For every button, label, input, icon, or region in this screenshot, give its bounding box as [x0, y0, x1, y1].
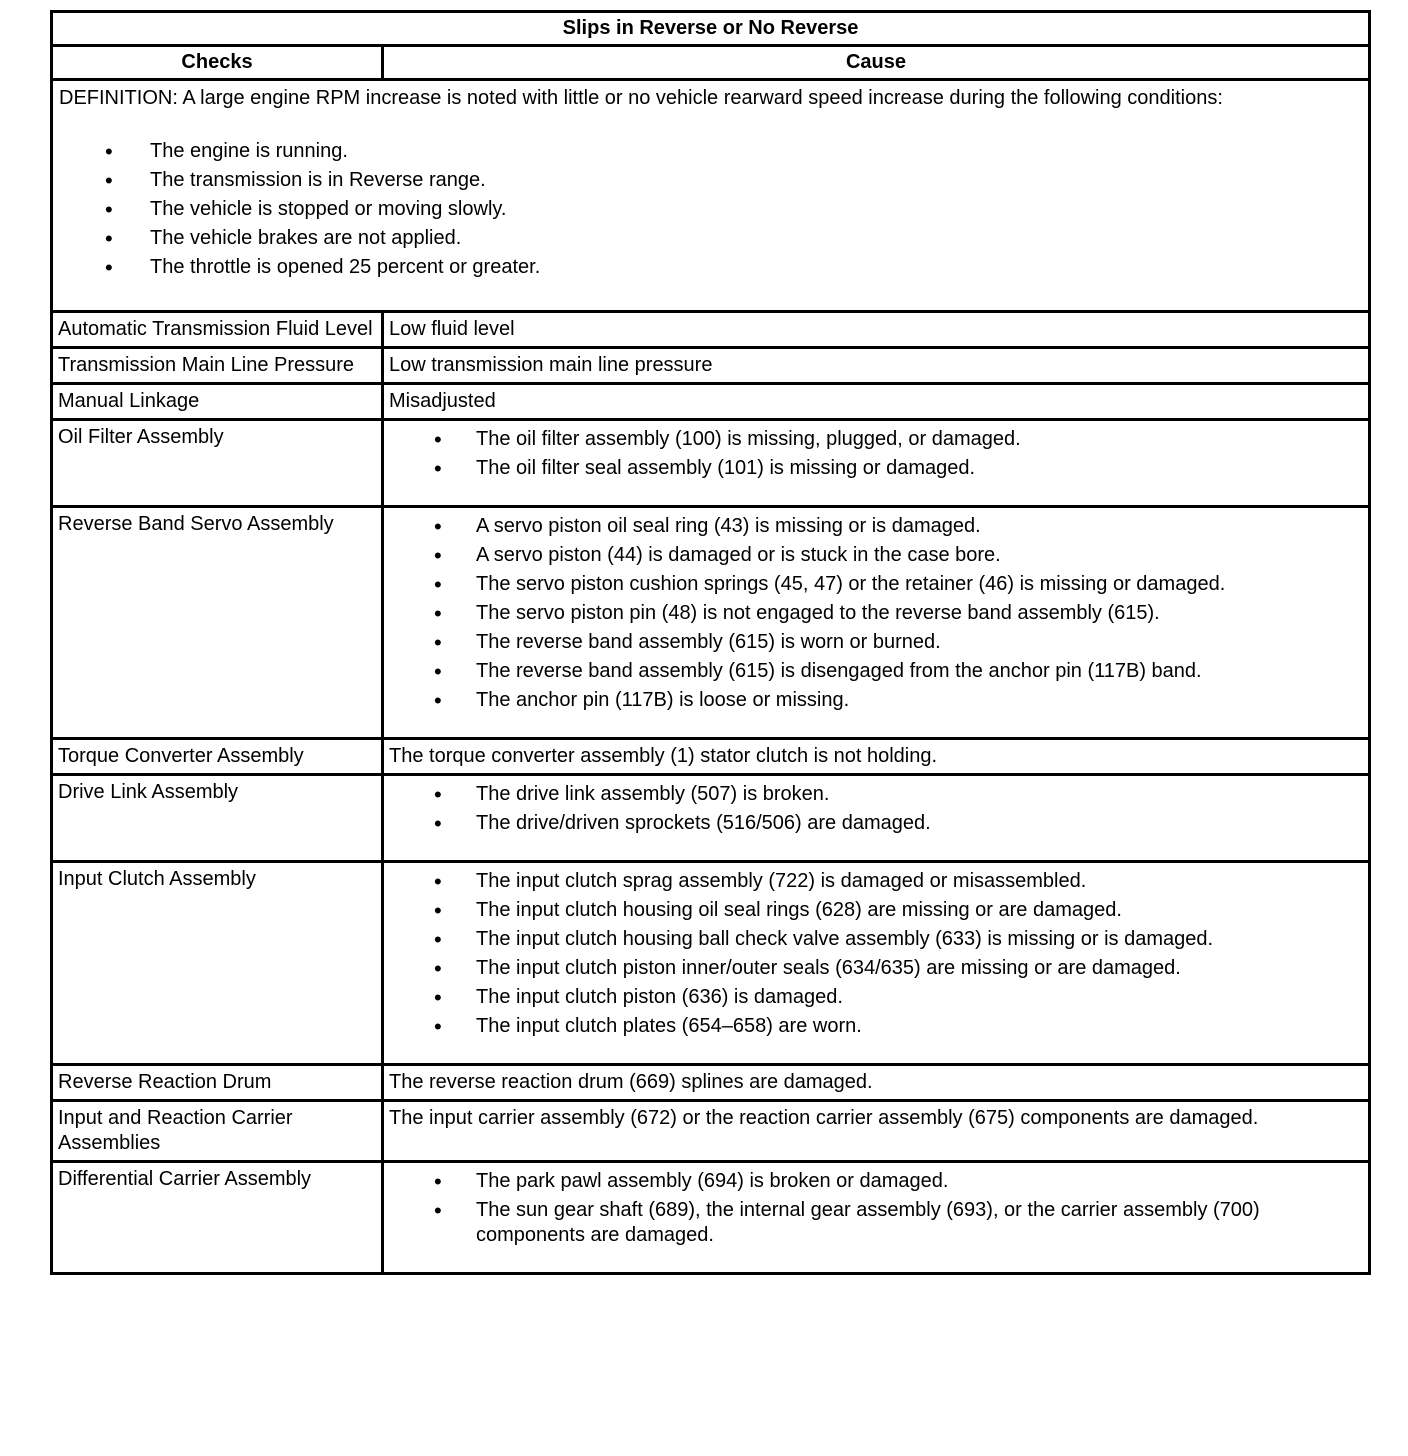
cause-item: • The input clutch sprag assembly (722) is damaged or misassembled. — [389, 869, 1363, 894]
table-row — [52, 420, 1370, 507]
table-row — [52, 312, 1370, 348]
condition-item: • The vehicle is stopped or moving slowly. — [59, 195, 1362, 224]
table-row — [52, 1101, 1370, 1162]
cause-item: • A servo piston oil seal ring (43) is missing or is damaged. — [389, 514, 1363, 539]
table-row — [52, 507, 1370, 739]
cause-cell — [383, 420, 1370, 507]
check-cell: Oil Filter Assembly — [52, 420, 383, 507]
cause-item: • The input clutch plates (654–658) are worn. — [389, 1014, 1363, 1039]
cause-list — [389, 867, 1363, 1039]
cause-cell: Low transmission main line pressure — [383, 348, 1370, 384]
cause-cell: The reverse reaction drum (669) splines are damaged. — [383, 1065, 1370, 1101]
cause-item: • The reverse band assembly (615) is worn or burned. — [389, 630, 1363, 655]
check-cell: Drive Link Assembly — [52, 775, 383, 862]
table-row — [52, 775, 1370, 862]
table-row — [52, 1065, 1370, 1101]
check-cell: Reverse Band Servo Assembly — [52, 507, 383, 739]
table-row — [52, 1162, 1370, 1274]
definition-cell — [52, 80, 1370, 312]
cause-item: • The park pawl assembly (694) is broken or damaged. — [389, 1169, 1363, 1194]
check-cell: Differential Carrier Assembly — [52, 1162, 383, 1274]
definition-text: DEFINITION: A large engine RPM increase is noted with little or no vehicle rearward speed increase during the following conditions: — [59, 87, 1223, 109]
cause-cell — [383, 1162, 1370, 1274]
cause-cell — [383, 775, 1370, 862]
check-cell: Manual Linkage — [52, 384, 383, 420]
cause-list — [389, 425, 1363, 481]
condition-item: • The vehicle brakes are not applied. — [59, 224, 1362, 253]
cause-list — [389, 780, 1363, 836]
cause-item: • A servo piston (44) is damaged or is stuck in the case bore. — [389, 543, 1363, 568]
cause-cell: Low fluid level — [383, 312, 1370, 348]
check-cell: Transmission Main Line Pressure — [52, 348, 383, 384]
check-cell: Input Clutch Assembly — [52, 862, 383, 1065]
condition-item: • The transmission is in Reverse range. — [59, 166, 1362, 195]
cause-item: • The input clutch piston (636) is damaged. — [389, 985, 1363, 1010]
table-title: Slips in Reverse or No Reverse — [52, 12, 1370, 46]
cause-item: • The oil filter seal assembly (101) is missing or damaged. — [389, 456, 1363, 481]
cause-item: • The oil filter assembly (100) is missing, plugged, or damaged. — [389, 427, 1363, 452]
table-row — [52, 862, 1370, 1065]
cause-list — [389, 1167, 1363, 1248]
check-cell: Reverse Reaction Drum — [52, 1065, 383, 1101]
check-cell: Automatic Transmission Fluid Level — [52, 312, 383, 348]
cause-item: • The input clutch housing oil seal rings (628) are missing or are damaged. — [389, 898, 1363, 923]
diagnostic-table — [50, 10, 1371, 1275]
cause-list — [389, 512, 1363, 713]
table-row — [52, 384, 1370, 420]
cause-item: • The input clutch piston inner/outer seals (634/635) are missing or are damaged. — [389, 956, 1363, 981]
checks-column-header: Checks — [52, 46, 383, 80]
cause-cell: Misadjusted — [383, 384, 1370, 420]
cause-item: • The drive link assembly (507) is broken. — [389, 782, 1363, 807]
cause-column-header: Cause — [383, 46, 1370, 80]
cause-cell: The torque converter assembly (1) stator clutch is not holding. — [383, 739, 1370, 775]
check-cell: Input and Reaction Carrier Assemblies — [52, 1101, 383, 1162]
cause-cell: The input carrier assembly (672) or the reaction carrier assembly (675) components are damaged. — [383, 1101, 1370, 1162]
cause-item: • The servo piston pin (48) is not engaged to the reverse band assembly (615). — [389, 601, 1363, 626]
cause-item: • The anchor pin (117B) is loose or missing. — [389, 688, 1363, 713]
condition-item: • The engine is running. — [59, 137, 1362, 166]
table-row — [52, 348, 1370, 384]
cause-item: • The reverse band assembly (615) is disengaged from the anchor pin (117B) band. — [389, 659, 1363, 684]
cause-cell — [383, 862, 1370, 1065]
cause-item: • The servo piston cushion springs (45, 47) or the retainer (46) is missing or damaged. — [389, 572, 1363, 597]
condition-item: • The throttle is opened 25 percent or greater. — [59, 253, 1362, 282]
diagnostic-table-document — [50, 10, 1368, 1275]
cause-item: • The drive/driven sprockets (516/506) are damaged. — [389, 811, 1363, 836]
table-row — [52, 739, 1370, 775]
cause-item: • The input clutch housing ball check valve assembly (633) is missing or is damaged. — [389, 927, 1363, 952]
cause-cell — [383, 507, 1370, 739]
cause-item: • The sun gear shaft (689), the internal gear assembly (693), or the carrier assembly (700) components are damaged. — [389, 1198, 1363, 1248]
definition-conditions-list — [59, 137, 1362, 282]
definition-row — [52, 80, 1370, 312]
check-cell: Torque Converter Assembly — [52, 739, 383, 775]
